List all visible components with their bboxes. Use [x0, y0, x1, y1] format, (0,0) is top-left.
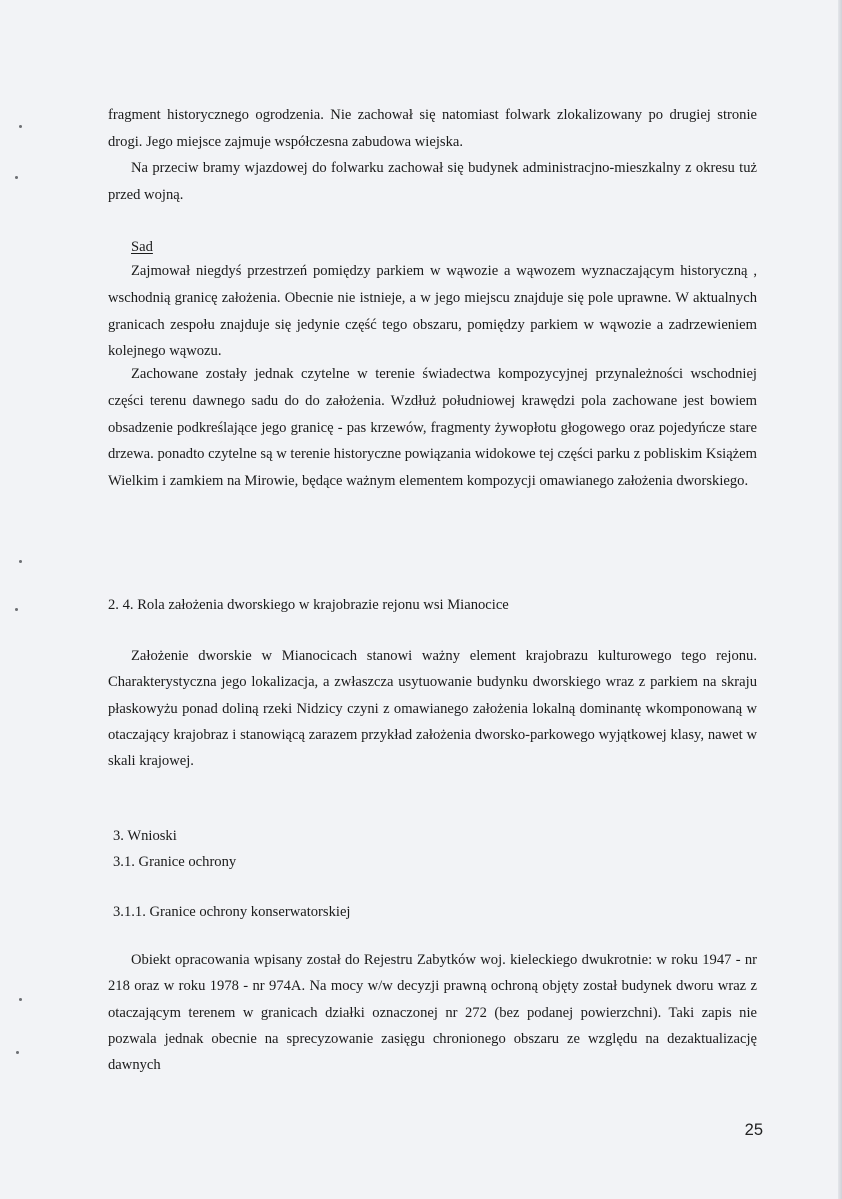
section-heading-3-1-1: 3.1.1. Granice ochrony konserwatorskiej — [113, 904, 351, 920]
section-heading-3: 3. Wnioski — [113, 828, 177, 844]
scan-speck — [15, 176, 18, 179]
paragraph-rola-zalozenia: Założenie dworskie w Mianocicach stanowi ważny element krajobrazu kulturowego tego rejonu. Charakterystyczna jego lokalizacja, a zwłaszcza usytuowanie budynku dworskiego wraz z parkiem na skraju płaskowyżu ponad doliną rzeki Nidzicy czyni z omawianego założenia lokalną dominantę wkomponowaną w otaczający krajobraz i stanowiącą zarazem przykład założenia dworsko-parkowego wyjątkowej klasy, nawet w skali krajowej. — [108, 648, 757, 770]
paragraph-sad-swiadectwa: Zachowane zostały jednak czytelne w terenie świadectwa kompozycyjnej przynależności wschodniej części terenu dawnego sadu do do założenia. Wzdłuż południowej krawędzi pola zachowane jest bowiem obsadzenie podkreślające jego granicę - pas krzewów, fragmenty żywopłotu głogowego oraz pojedyńcze stare drzewa. ponadto czytelne są w terenie historyczne powiązania widokowe tej części parku z pobliskim Książem Wielkim i zamkiem na Mirowie, będące ważnym elementem kompozycji omawianego założenia dworskiego. — [108, 366, 757, 490]
scan-speck — [16, 1051, 19, 1054]
heading-sad: Sad — [131, 239, 153, 255]
scan-speck — [19, 125, 22, 128]
section-heading-2-4: 2. 4. Rola założenia dworskiego w krajobrazie rejonu wsi Mianocice — [108, 597, 509, 613]
scan-speck — [19, 560, 22, 563]
scan-speck — [19, 998, 22, 1001]
paragraph-sad-opis: Zajmował niegdyś przestrzeń pomiędzy parkiem w wąwozie a wąwozem wyznaczającym historyczną , wschodnią granicę założenia. Obecnie nie istnieje, a w jego miejscu znajduje się pole uprawne. W aktualnych granicach zespołu znajduje się jedynie część tego obszaru, pomiędzy parkiem w wąwozie a zadrzewieniem kolejnego wąwozu. — [108, 263, 757, 360]
section-heading-3-1: 3.1. Granice ochrony — [113, 854, 237, 870]
page-edge-shadow — [838, 0, 842, 1199]
scan-speck — [15, 608, 18, 611]
paragraph-rejestr-zabytkow: Obiekt opracowania wpisany został do Rejestru Zabytków woj. kieleckiego dwukrotnie: w roku 1947 - nr 218 oraz w roku 1978 - nr 974A. Na mocy w/w decyzji prawną ochroną objęty został budynek dworu wraz z otaczającym terenem w granicach działki oznaczonej nr 272 (bez podanej powierzchni). Taki zapis nie pozwala jednak obecnie na sprecyzowanie zasięgu chronionego obszaru ze względu na dezaktualizację dawnych — [108, 952, 757, 1074]
paragraph-budynek-administracyjny: Na przeciw bramy wjazdowej do folwarku zachował się budynek administracjno-mieszkalny z okresu tuż przed wojną. — [108, 160, 757, 203]
page-number: 25 — [744, 1121, 763, 1139]
paragraph-ogrodzenie: fragment historycznego ogrodzenia. Nie zachował się natomiast folwark zlokalizowany po drugiej stronie drogi. Jego miejsce zajmuje współczesna zabudowa wiejska. — [108, 107, 757, 150]
